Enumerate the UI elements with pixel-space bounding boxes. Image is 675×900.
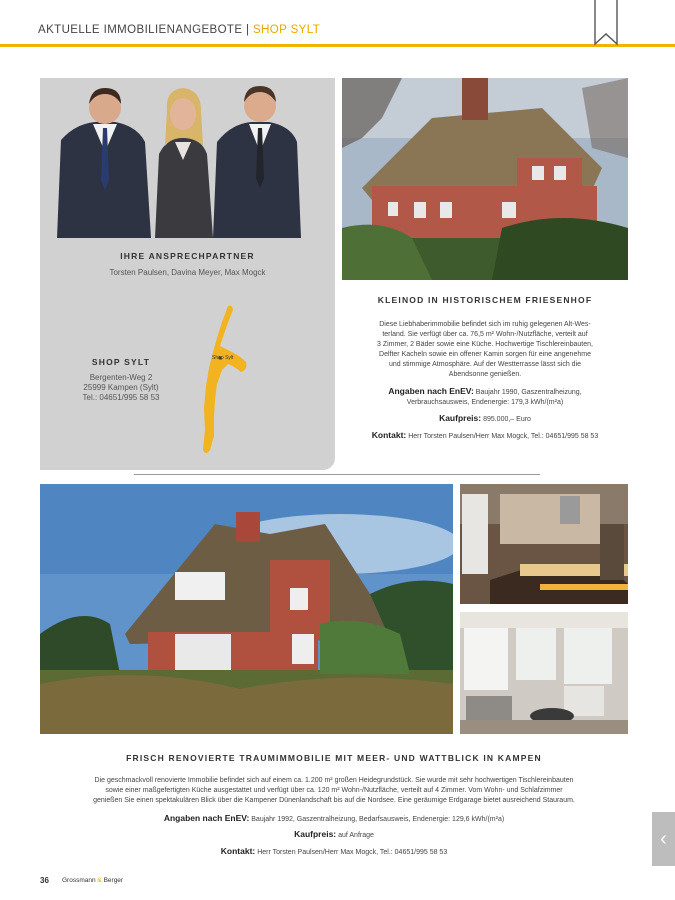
sylt-map <box>198 304 248 456</box>
friesenhof-photo <box>342 78 628 280</box>
chevron-left-icon: ‹ <box>660 828 667 850</box>
listing1-title: KLEINOD IN HISTORISCHEM FRIESENHOF <box>377 295 593 305</box>
page-number: 36 <box>40 876 49 885</box>
living-room-photo <box>460 612 628 734</box>
kampen-house-photo <box>40 484 453 734</box>
listing1-contact-value: Herr Torsten Paulsen/Herr Max Mogck, Tel.: 04651/995 58 53 <box>408 433 599 440</box>
brand-part2: Berger <box>103 877 124 884</box>
listing2-enev-label: Angaben nach EnEV: <box>163 813 250 823</box>
header-rule <box>0 44 675 47</box>
listing2-contact <box>40 846 628 858</box>
brand-amp: & <box>97 877 102 884</box>
listing1-desc-line: Delfter Kacheln sowie ein offener Kamin sorgen für eine angenehme <box>379 351 591 358</box>
kitchen-photo <box>460 484 628 604</box>
bookmark-icon[interactable] <box>594 0 618 46</box>
listing1-contact-label: Kontakt: <box>371 430 407 440</box>
contacts-heading: IHRE ANSPRECHPARTNER <box>120 251 255 261</box>
listing2-description <box>40 776 628 806</box>
listing2-desc-line: genießen Sie einen spektakulären Blick über die Kampener Dünenlandschaft bis auf die Nordsee. Eine geräumige Erdgarage bietet ausreichend Stauraum. <box>93 797 575 804</box>
listing1-price-label: Kaufpreis: <box>439 413 482 423</box>
listing2-price-label: Kaufpreis: <box>294 829 337 839</box>
shop-city: 25999 Kampen (Sylt) <box>83 383 159 392</box>
listing1-enev <box>342 386 628 408</box>
listing2-desc-line: sowie einer maßgefertigten Küche ausgestattet und verfügt über ca. 120 m² Wohn-/Nutzfläche, verteilt auf 4 Zimmer. Vom Wohn- und Schlafzimmer <box>105 787 563 794</box>
listing1-desc-line: Abendsonne genießen. <box>448 371 522 378</box>
listing1-enev-value: Baujahr 1990, Gaszentralheizung, <box>475 389 582 396</box>
shop-street: Bergenten-Weg 2 <box>89 373 153 382</box>
listing2-enev-value: Baujahr 1992, Gaszentralheizung, Bedarfsausweis, Endenergie: 129,6 kWh/(m²a) <box>251 816 505 823</box>
footer-brand <box>62 877 123 884</box>
brand-part1: Grossmann <box>62 877 96 884</box>
contacts-names: Torsten Paulsen, Davina Meyer, Max Mogck <box>109 268 266 277</box>
shop-address <box>66 373 176 403</box>
listing1-desc-line: 3 Zimmer, 2 Bäder sowie eine Küche. Hochwertige Tischlereinbauten, <box>377 341 593 348</box>
section-divider <box>134 474 540 475</box>
listing1-desc-line: terland. Sie verfügt über ca. 76,5 m² Wohn-/Nutzfläche, verteilt auf <box>382 331 588 338</box>
previous-page-button[interactable] <box>652 812 675 866</box>
listing2-enev <box>40 813 628 825</box>
listing2-price-value: auf Anfrage <box>338 832 374 839</box>
map-label: Shop Sylt <box>212 355 234 361</box>
shop-phone: Tel.: 04651/995 58 53 <box>82 393 160 402</box>
header-title: AKTUELLE IMMOBILIENANGEBOTE | <box>38 24 250 36</box>
team-photo <box>55 80 301 238</box>
listing1-contact <box>342 430 628 442</box>
header-accent: SHOP SYLT <box>253 24 321 36</box>
listing2-contact-label: Kontakt: <box>220 846 256 856</box>
shop-heading: SHOP SYLT <box>91 357 151 367</box>
listing1-desc-line: Diese Liebhaberimmobilie befindet sich im ruhig gelegenen Alt-Wes- <box>379 321 591 328</box>
listing2-title: FRISCH RENOVIERTE TRAUMIMMOBILIE MIT MEER- UND WATTBLICK IN KAMPEN <box>126 753 542 763</box>
section-header <box>38 24 320 36</box>
listing1-enev-label: Angaben nach EnEV: <box>388 386 474 396</box>
listing2-price <box>40 829 628 841</box>
listing1-desc-line: und stimmige Atmosphäre. Auf der Westterrasse lässt sich die <box>388 361 582 368</box>
listing1-description <box>342 320 628 380</box>
listing1-price <box>342 413 628 425</box>
listing1-enev-value-2: Verbrauchsausweis, Endenergie: 179,3 kWh/(m²a) <box>406 399 564 406</box>
listing1-price-value: 895.000,– Euro <box>483 416 531 423</box>
listing2-contact-value: Herr Torsten Paulsen/Herr Max Mogck, Tel.: 04651/995 58 53 <box>257 849 448 856</box>
listing2-desc-line: Die geschmackvoll renovierte Immobilie befindet sich auf einem ca. 1.200 m² großen Heidegrundstück. Sie wurde mit sehr hochwertigen Tischlereinbauten <box>94 777 574 784</box>
